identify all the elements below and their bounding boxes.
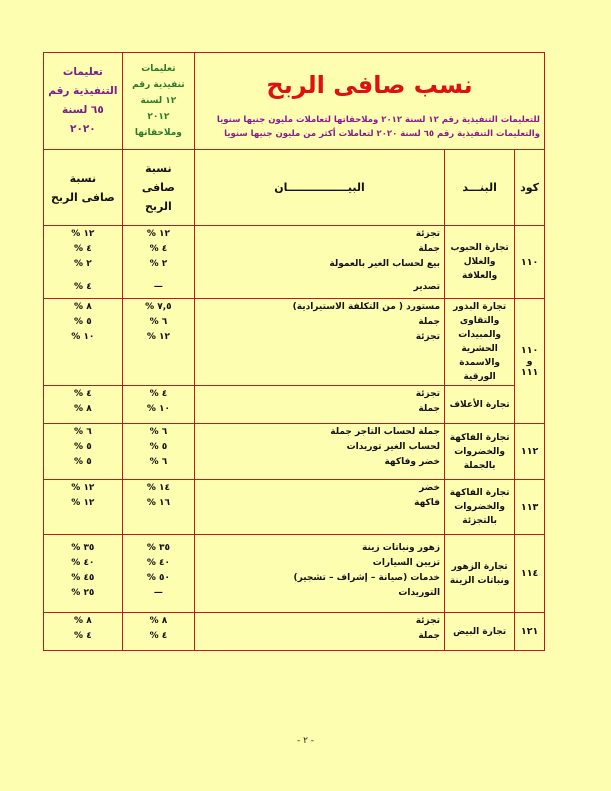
ratio-2012-cell: % ١٢ % ٤ % ٢ — xyxy=(122,226,194,299)
ratio-2020-cell: % ١٢ % ٤ % ٢ % ٤ xyxy=(44,226,123,299)
ratio-2012-column-header: نسبة صافى الربح xyxy=(122,150,194,226)
statement-cell: تجزئة جملة xyxy=(195,386,445,424)
profit-ratio-table-frame xyxy=(43,52,545,651)
ratio-2012-cell: % ٤ % ١٠ xyxy=(122,386,194,424)
code-cell: ١١٤ xyxy=(515,535,545,613)
item-cell: تجارة البذور والتقاوى والمبيدات الحشرية والاسمدة الورقية xyxy=(445,299,515,386)
subtitle-line-1: للتعليمات التنفيذية رقم ١٢ لسنة ٢٠١٢ وملاحقاتها لتعاملات مليون جنيها سنويا xyxy=(216,115,540,125)
table-row xyxy=(44,535,545,613)
item-cell: تجارة البيض xyxy=(445,613,515,651)
code-cell: ١١٣ xyxy=(515,480,545,535)
table-row xyxy=(44,386,545,424)
code-column-header: كود xyxy=(515,150,545,226)
table-row xyxy=(44,480,545,535)
table-row xyxy=(44,613,545,651)
title-row xyxy=(44,53,545,150)
profit-ratio-table xyxy=(43,52,545,651)
code-cell: ١١٠ و ١١١ xyxy=(515,299,545,424)
ratio-2012-cell: % ٧,٥ % ٦ % ١٢ xyxy=(122,299,194,386)
code-cell: ١١٠ xyxy=(515,226,545,299)
code-cell: ١١٢ xyxy=(515,424,545,480)
statement-cell: جملة لحساب التاجر جملة لحساب الغير توريدات خضر وفاكهة xyxy=(195,424,445,480)
item-cell: تجارة الزهور ونباتات الزينة xyxy=(445,535,515,613)
statement-cell: زهور ونباتات زينة تزيين السيارات خدمات (صيانة – إشراف – تشجير) التوريدات xyxy=(195,535,445,613)
statement-cell: تجزئة جملة xyxy=(195,613,445,651)
ratio-2012-cell: % ٣٥ % ٤٠ % ٥٠ — xyxy=(122,535,194,613)
item-cell: تجارة الحبوب والغلال والعلافة xyxy=(445,226,515,299)
ratio-2012-cell: % ٨ % ٤ xyxy=(122,613,194,651)
ratio-2012-cell: % ٦ % ٥ % ٦ xyxy=(122,424,194,480)
ratio-2020-cell: % ١٢ % ١٢ xyxy=(44,480,123,535)
ratio-2020-cell: % ٨ % ٥ % ١٠ xyxy=(44,299,123,386)
item-column-header: البنـــد xyxy=(445,150,515,226)
statement-column-header: البيــــــــــــــــان xyxy=(195,150,445,226)
column-header-row xyxy=(44,150,545,226)
table-row xyxy=(44,226,545,299)
instructions-2020-header: تعليمات التنفيذية رقم ٦٥ لسنة ٢٠٢٠ xyxy=(44,53,123,150)
ratio-2020-cell: % ٣٥ % ٤٠ % ٤٥ % ٢٥ xyxy=(44,535,123,613)
table-row xyxy=(44,424,545,480)
code-cell: ١٢١ xyxy=(515,613,545,651)
ratio-2020-column-header: نسبة صافى الربح xyxy=(44,150,123,226)
table-row xyxy=(44,299,545,386)
item-cell: تجارة الفاكهة والخضروات بالتجزئة xyxy=(445,480,515,535)
ratio-2020-cell: % ٦ % ٥ % ٥ xyxy=(44,424,123,480)
ratio-2012-cell: % ١٤ % ١٦ xyxy=(122,480,194,535)
title-cell xyxy=(195,53,545,150)
subtitle-line-2: والتعليمات التنفيذية رقم ٦٥ لسنة ٢٠٢٠ لتعاملات أكثر من مليون جنيها سنويا xyxy=(224,129,540,139)
statement-cell: خضر فاكهة xyxy=(195,480,445,535)
statement-cell: مستورد ( من التكلفة الاستيرادية) جملة تجزئة xyxy=(195,299,445,386)
item-cell: تجارة الفاكهة والخضروات بالجملة xyxy=(445,424,515,480)
statement-cell: تجزئة جملة بيع لحساب الغير بالعمولة تصدير xyxy=(195,226,445,299)
page-number: - ٢ - xyxy=(296,736,315,746)
ratio-2020-cell: % ٨ % ٤ xyxy=(44,613,123,651)
page-title: نسب صافى الربح xyxy=(266,71,473,99)
instructions-2012-header: تعليمات تنفيذية رقم ١٢ لسنة ٢٠١٢ وملاحقاتها xyxy=(122,53,194,150)
item-cell: تجارة الأعلاف xyxy=(445,386,515,424)
ratio-2020-cell: % ٤ % ٨ xyxy=(44,386,123,424)
